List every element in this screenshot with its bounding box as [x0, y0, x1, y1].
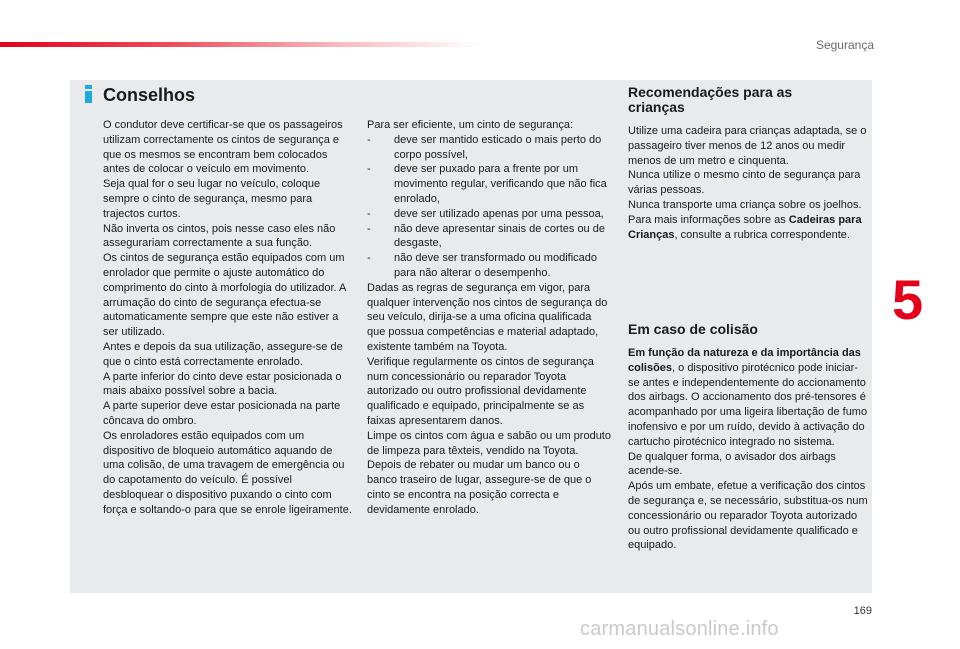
list-intro: Para ser eficiente, um cinto de segurança:	[367, 119, 574, 131]
conselhos-heading: Conselhos	[103, 85, 196, 105]
paragraph: Não inverta os cintos, pois nesse caso eles não assegurariam correctamente a sua função.	[103, 222, 336, 250]
info-icon-dot	[85, 85, 92, 89]
paragraph: Verifique regularmente os cintos de segurança num concessionário ou reparador Toyota autorizado ou outro profissional devidamente qualificado e equipado, principalmente se as faixas apresentarem danos.	[367, 355, 594, 427]
more-info-paragraph	[628, 213, 868, 243]
paragraph: Dadas as regras de segurança em vigor, para qualquer intervenção nos cintos de segurança do seu veículo, dirija-se a uma oficina qualificada que possua competências e material adaptado, existente também na Toyota.	[367, 281, 608, 353]
more-info-post: , consulte a rubrica correspondente.	[674, 228, 850, 241]
paragraph: Utilize uma cadeira para crianças adaptada, se o passageiro tiver menos de 12 anos ou medir menos de um metro e cinquenta.	[628, 125, 867, 167]
list-item	[367, 162, 612, 206]
list-dash: -	[367, 222, 371, 235]
list-dash: -	[367, 163, 371, 176]
page-number: 169	[853, 605, 872, 617]
paragraph: Depois de rebater ou mudar um banco ou o banco traseiro de lugar, assegure-se de que o cinto se encontra na posição correcta e devidamente enrolado.	[367, 459, 592, 516]
conselhos-column-2	[367, 118, 612, 518]
list-item	[367, 251, 612, 281]
list-dash: -	[367, 252, 371, 265]
paragraph: Limpe os cintos com água e sabão ou um produto de limpeza para têxteis, vendido na Toyota.	[367, 429, 611, 457]
list-item-text: deve ser mantido esticado o mais perto do corpo possível,	[394, 133, 602, 161]
more-info-pre: Para mais informações sobre as	[628, 213, 789, 226]
list-item	[367, 207, 612, 222]
colisao-column	[628, 346, 868, 553]
info-icon-stem	[85, 91, 92, 103]
list-item-text: não deve ser transformado ou modificado para não alterar o desempenho.	[394, 252, 598, 279]
header-accent-bar	[0, 42, 480, 47]
recomendacoes-heading: Recomendações para as crianças	[628, 84, 793, 115]
conselhos-column-1	[103, 118, 353, 518]
paragraph: A parte superior deve estar posicionada na parte côncava do ombro.	[103, 400, 341, 427]
paragraph	[628, 346, 868, 450]
paragraph: Nunca utilize o mesmo cinto de segurança para várias pessoas.	[628, 169, 861, 197]
colisao-bold-lead: Em função da natureza e da importância das colisões	[628, 347, 861, 374]
colisao-heading: Em caso de colisão	[628, 321, 758, 337]
colisao-lead-rest: , o dispositivo pirotécnico pode iniciar-se antes e independentemente do accionamento dos airbags. O accionamento dos pré-tensores é acompanhado por uma ligeira libertação de fumo inofensivo e por um ruído, devido à activação do cartucho pirotécnico integrado no sistema.	[628, 361, 868, 448]
list-item-text: não deve apresentar sinais de cortes ou de desgaste,	[394, 222, 605, 250]
child-seats-reference: Cadeiras para Crianças	[628, 213, 862, 241]
list-item-text: deve ser puxado para a frente por um movimento regular, verificando que não fica enrolado,	[394, 163, 607, 205]
paragraph: Após um embate, efetue a verificação dos cintos de segurança e, se necessário, substitua-os num concessionário ou reparador Toyota autorizado ou outro profissional devidamente qualificado e equipado.	[628, 480, 868, 552]
paragraph: Nunca transporte uma criança sobre os joelhos.	[628, 198, 862, 211]
list-item	[367, 133, 612, 163]
watermark-logo: carmanualsonline.info	[580, 618, 779, 640]
list-dash: -	[367, 133, 371, 146]
paragraph: Os cintos de segurança estão equipados com um enrolador que permite o ajuste automático do comprimento do cinto à morfologia do utilizador. A arrumação do cinto de segurança efectua-se automaticamente sempre que este não estiver a ser utilizado.	[103, 252, 346, 339]
chapter-number: 5	[892, 268, 924, 331]
paragraph: O condutor deve certificar-se que os passageiros utilizam correctamente os cintos de segurança e que os mesmos se encontram bem colocados antes de colocar o veículo em movimento.	[103, 119, 343, 176]
list-dash: -	[367, 207, 371, 220]
paragraph: Os enroladores estão equipados com um dispositivo de bloqueio automático aquando de uma colisão, de uma travagem de emergência ou do capotamento do veículo. É possível desbloquear o dispositivo puxando o cinto com força e soltando-o para que se enrole ligeiramente.	[103, 429, 352, 516]
paragraph: A parte inferior do cinto deve estar posicionada o mais abaixo possível sobre a bacia.	[103, 370, 342, 398]
info-icon	[81, 85, 97, 103]
paragraph: Antes e depois da sua utilização, assegure-se de que o cinto está correctamente enrolado.	[103, 340, 343, 368]
list-item-text: deve ser utilizado apenas por uma pessoa,	[394, 207, 604, 220]
paragraph: Seja qual for o seu lugar no veículo, coloque sempre o cinto de segurança, mesmo para trajectos curtos.	[103, 178, 321, 220]
list-item	[367, 222, 612, 252]
paragraph: De qualquer forma, o avisador dos airbags acende-se.	[628, 450, 836, 478]
section-title: Segurança	[815, 38, 874, 52]
recomendacoes-column	[628, 124, 868, 242]
